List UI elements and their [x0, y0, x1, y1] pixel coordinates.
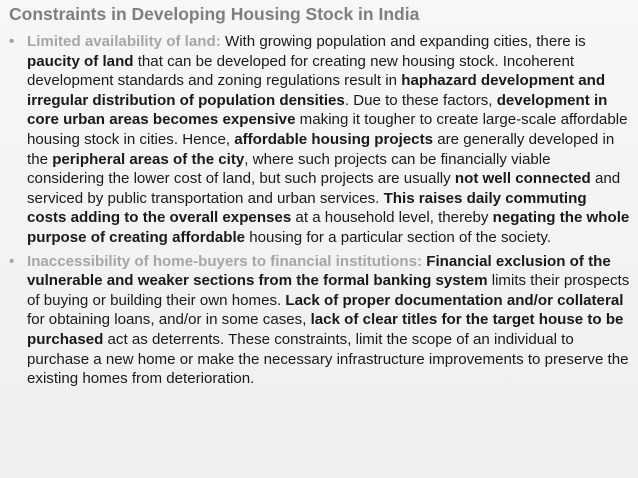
bold-segment: affordable housing projects: [234, 130, 433, 148]
bold-segment: paucity of land: [27, 52, 134, 70]
bullet-list: [9, 32, 630, 389]
bold-segment: haphazard development and irregular distribution of population densities: [27, 72, 606, 109]
text-segment: for obtaining loans, and/or in some cases,: [27, 311, 311, 329]
text-segment: that can be developed for creating new housing stock. Incoherent development standards and zoning regulations result in: [27, 52, 575, 90]
text-segment: . Due to these factors,: [344, 91, 497, 109]
slide-title: Constraints in Developing Housing Stock in India: [9, 4, 420, 24]
text-segment: , where such projects can be financially viable considering the lower cost of land, but such projects are usually: [27, 150, 551, 188]
text-segment: limits their prospects of buying or building their own homes.: [27, 272, 630, 309]
bold-segment: not well connected: [454, 170, 591, 188]
bold-segment: Financial exclusion of the vulnerable and weaker sections from the formal banking system: [27, 252, 611, 290]
bullet-lead: Inaccessibility of home-buyers to financial institutions:: [27, 252, 423, 270]
text-segment: With growing population and expanding cities, there is: [220, 33, 586, 50]
bold-segment: Lack of proper documentation and/or collateral: [285, 291, 624, 309]
bold-segment: negating the whole purpose of creating affordable: [27, 209, 630, 246]
bullet-item-land: [9, 32, 630, 248]
bold-segment: peripheral areas of the city: [52, 150, 245, 168]
bullet-icon: •: [9, 252, 15, 270]
bullet-item-finance: [9, 252, 630, 389]
bullet-lead: Limited availability of land:: [27, 33, 221, 50]
text-segment: act as deterrents. These constraints, limit the scope of an individual to purchase a new home or make the necessary infrastructure improvements to preserve the existing homes from deterioration.: [27, 330, 629, 388]
text-segment: at a household level, thereby: [291, 209, 493, 227]
bold-segment: This raises daily commuting costs adding to the overall expenses: [27, 189, 587, 227]
text-segment: are generally developed in the: [27, 130, 615, 168]
bullet-icon: •: [9, 33, 15, 50]
text-segment: and serviced by public transportation and urban services.: [27, 170, 621, 207]
text-segment: making it tougher to create large-scale affordable housing stock in cities. Hence,: [27, 111, 628, 148]
bold-segment: development in core urban areas becomes expensive: [27, 91, 608, 129]
bold-segment: lack of clear titles for the target house to be purchased: [27, 311, 624, 348]
text-segment: housing for a particular section of the society.: [245, 228, 552, 246]
